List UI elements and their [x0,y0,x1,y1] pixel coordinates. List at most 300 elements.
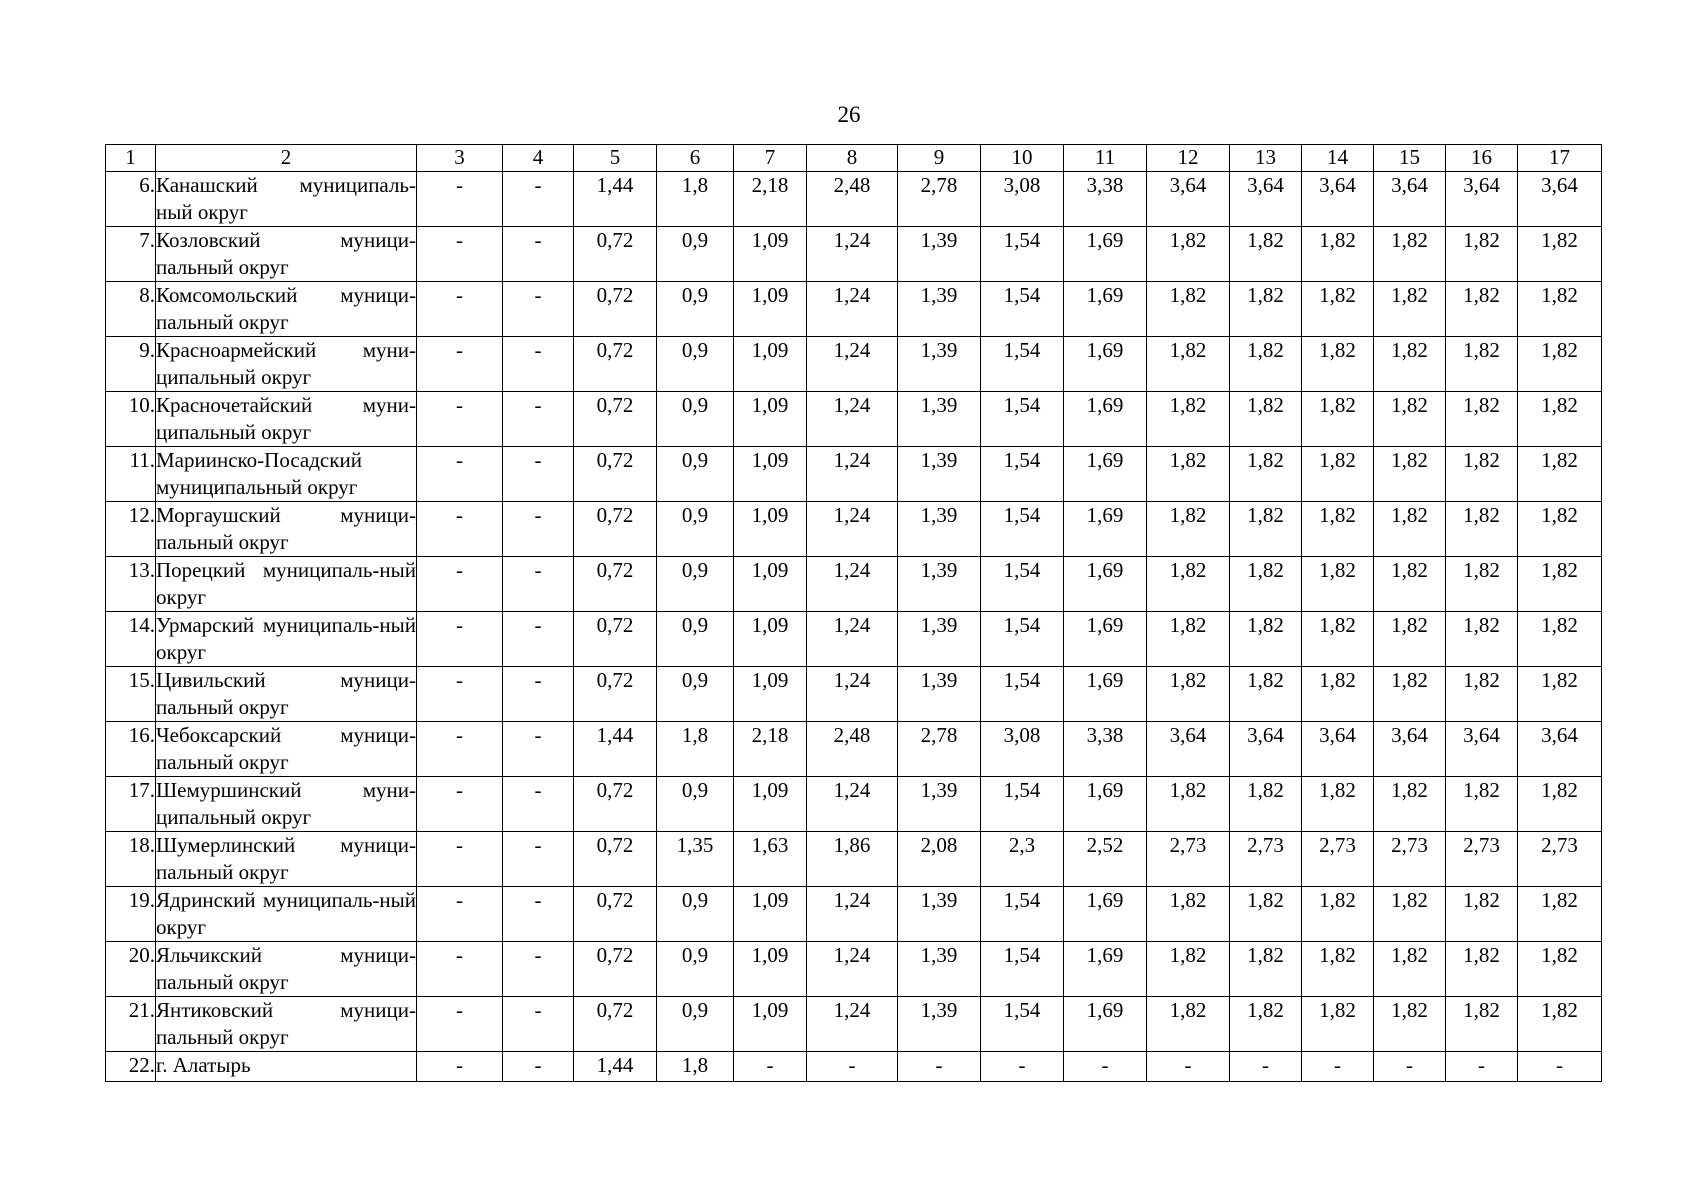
value-cell: 3,38 [1064,172,1147,227]
table-row [106,1052,1602,1082]
value-cell: 1,82 [1518,942,1602,997]
value-cell: 1,82 [1230,337,1302,392]
row-number: 12. [106,502,156,557]
value-cell: 2,73 [1446,832,1518,887]
row-number: 22. [106,1052,156,1082]
value-cell: 2,73 [1230,832,1302,887]
value-cell: 1,82 [1147,777,1230,832]
value-cell: 1,54 [981,942,1064,997]
value-cell: 1,69 [1064,777,1147,832]
value-cell: 1,82 [1518,392,1602,447]
value-cell: 2,73 [1518,832,1602,887]
value-cell: - [1064,1052,1147,1082]
value-cell: 3,64 [1302,172,1374,227]
table-row [106,502,1602,557]
value-cell: 1,82 [1147,887,1230,942]
value-cell: - [417,557,503,612]
value-cell: 1,82 [1518,612,1602,667]
value-cell: 1,69 [1064,447,1147,502]
value-cell: 3,08 [981,722,1064,777]
value-cell: - [417,227,503,282]
value-cell: 3,64 [1518,722,1602,777]
value-cell: 1,69 [1064,887,1147,942]
value-cell: 2,18 [734,172,807,227]
value-cell: 0,72 [574,667,657,722]
municipality-name: Красноармейский муни-ципальный округ [156,337,417,392]
value-cell: 1,82 [1446,997,1518,1052]
column-header: 16 [1446,145,1518,172]
value-cell: 1,82 [1230,667,1302,722]
value-cell: - [503,777,574,832]
value-cell: 1,44 [574,1052,657,1082]
value-cell: 3,64 [1230,172,1302,227]
value-cell: 2,08 [898,832,981,887]
value-cell: 1,82 [1230,887,1302,942]
value-cell: 1,54 [981,502,1064,557]
column-header: 14 [1302,145,1374,172]
value-cell: 1,39 [898,392,981,447]
table-row [106,777,1602,832]
municipality-name: Шумерлинский муници-пальный округ [156,832,417,887]
value-cell: - [503,997,574,1052]
value-cell: 1,82 [1518,227,1602,282]
value-cell: 2,18 [734,722,807,777]
value-cell: 1,82 [1374,942,1446,997]
value-cell: 1,69 [1064,997,1147,1052]
value-cell: 0,72 [574,887,657,942]
value-cell: - [417,392,503,447]
value-cell: 0,9 [657,282,734,337]
value-cell: 1,39 [898,447,981,502]
value-cell: 1,09 [734,392,807,447]
value-cell: 1,82 [1230,447,1302,502]
value-cell: 1,82 [1374,502,1446,557]
value-cell: 1,39 [898,227,981,282]
value-cell: 1,82 [1302,777,1374,832]
municipality-name: Канашский муниципаль-ный округ [156,172,417,227]
value-cell: - [417,832,503,887]
value-cell: - [807,1052,898,1082]
value-cell: 1,82 [1518,557,1602,612]
value-cell: 0,72 [574,392,657,447]
value-cell: 1,39 [898,997,981,1052]
value-cell: - [503,282,574,337]
row-number: 19. [106,887,156,942]
value-cell: 3,64 [1446,722,1518,777]
value-cell: 1,69 [1064,227,1147,282]
value-cell: 1,09 [734,777,807,832]
value-cell: 3,64 [1147,722,1230,777]
page-number: 26 [837,102,861,127]
value-cell: - [503,557,574,612]
value-cell: 1,82 [1147,282,1230,337]
value-cell: 1,82 [1302,392,1374,447]
value-cell: 1,82 [1302,447,1374,502]
value-cell: 1,82 [1302,557,1374,612]
value-cell: 0,72 [574,777,657,832]
value-cell: 1,24 [807,887,898,942]
value-cell: 1,82 [1147,392,1230,447]
value-cell: - [503,502,574,557]
value-cell: - [417,337,503,392]
value-cell: 1,44 [574,722,657,777]
column-header: 9 [898,145,981,172]
value-cell: 2,48 [807,722,898,777]
value-cell: 1,24 [807,942,898,997]
value-cell: 1,82 [1446,337,1518,392]
row-number: 21. [106,997,156,1052]
value-cell: 1,24 [807,447,898,502]
value-cell: 1,82 [1518,282,1602,337]
value-cell: 1,82 [1302,887,1374,942]
value-cell: 1,82 [1374,667,1446,722]
value-cell: 1,24 [807,997,898,1052]
value-cell: 0,9 [657,612,734,667]
value-cell: 0,9 [657,557,734,612]
value-cell: 1,82 [1374,887,1446,942]
value-cell: 1,54 [981,337,1064,392]
municipality-name: Урмарский муниципаль-ный округ [156,612,417,667]
value-cell: 1,54 [981,557,1064,612]
value-cell: - [417,887,503,942]
municipality-name: Порецкий муниципаль-ный округ [156,557,417,612]
value-cell: 1,82 [1374,282,1446,337]
row-number: 8. [106,282,156,337]
table-row [106,612,1602,667]
value-cell: 1,82 [1230,557,1302,612]
municipality-name: Ядринский муниципаль-ный округ [156,887,417,942]
value-cell: - [417,777,503,832]
row-number: 6. [106,172,156,227]
value-cell: 1,24 [807,667,898,722]
value-cell: - [503,227,574,282]
value-cell: 1,82 [1147,612,1230,667]
value-cell: - [503,887,574,942]
value-cell: 1,82 [1374,337,1446,392]
value-cell: 1,09 [734,667,807,722]
table-row [106,337,1602,392]
value-cell: 3,64 [1446,172,1518,227]
value-cell: 1,82 [1230,997,1302,1052]
value-cell: - [1302,1052,1374,1082]
value-cell: - [417,997,503,1052]
value-cell: 1,39 [898,667,981,722]
value-cell: 1,82 [1147,447,1230,502]
value-cell: 0,9 [657,667,734,722]
value-cell: 0,72 [574,832,657,887]
value-cell: 1,24 [807,392,898,447]
value-cell: 1,39 [898,612,981,667]
value-cell: - [503,722,574,777]
table-row [106,282,1602,337]
value-cell: - [1374,1052,1446,1082]
value-cell: - [417,172,503,227]
value-cell: - [417,667,503,722]
row-number: 17. [106,777,156,832]
value-cell: - [417,502,503,557]
value-cell: 1,8 [657,722,734,777]
value-cell: - [1518,1052,1602,1082]
value-cell: 0,72 [574,502,657,557]
value-cell: 0,9 [657,227,734,282]
value-cell: 1,35 [657,832,734,887]
municipality-name: Моргаушский муници-пальный округ [156,502,417,557]
row-number: 9. [106,337,156,392]
table-row [106,722,1602,777]
value-cell: 1,82 [1230,502,1302,557]
value-cell: 1,54 [981,612,1064,667]
value-cell: 1,8 [657,172,734,227]
value-cell: 2,73 [1147,832,1230,887]
value-cell: 1,82 [1518,667,1602,722]
value-cell: 1,82 [1446,502,1518,557]
column-header: 8 [807,145,898,172]
value-cell: - [417,447,503,502]
table-row [106,172,1602,227]
value-cell: 1,82 [1230,227,1302,282]
value-cell: 2,78 [898,722,981,777]
row-number: 7. [106,227,156,282]
value-cell: 1,82 [1518,997,1602,1052]
value-cell: 1,82 [1302,282,1374,337]
value-cell: 0,9 [657,777,734,832]
value-cell: 1,69 [1064,392,1147,447]
value-cell: 1,24 [807,612,898,667]
value-cell: - [503,1052,574,1082]
value-cell: 1,82 [1302,502,1374,557]
row-number: 11. [106,447,156,502]
value-cell: 1,82 [1518,447,1602,502]
value-cell: 1,82 [1446,612,1518,667]
value-cell: - [1147,1052,1230,1082]
value-cell: - [503,447,574,502]
value-cell: 1,82 [1147,667,1230,722]
column-header: 15 [1374,145,1446,172]
value-cell: 3,64 [1374,722,1446,777]
table-row [106,667,1602,722]
municipality-name: Мариинско-Посадский муниципальный округ [156,447,417,502]
value-cell: 0,72 [574,447,657,502]
value-cell: 1,09 [734,612,807,667]
value-cell: 1,82 [1230,777,1302,832]
value-cell: - [417,942,503,997]
value-cell: 1,82 [1446,282,1518,337]
row-number: 14. [106,612,156,667]
municipality-name: Яльчикский муници-пальный округ [156,942,417,997]
value-cell: 1,82 [1446,942,1518,997]
value-cell: 3,64 [1147,172,1230,227]
value-cell: 3,64 [1518,172,1602,227]
value-cell: 1,82 [1147,997,1230,1052]
value-cell: 1,39 [898,887,981,942]
value-cell: 1,82 [1374,612,1446,667]
value-cell: 1,82 [1518,887,1602,942]
value-cell: 3,08 [981,172,1064,227]
value-cell: 1,82 [1230,942,1302,997]
value-cell: 1,69 [1064,612,1147,667]
value-cell: 1,24 [807,227,898,282]
value-cell: 0,9 [657,942,734,997]
data-table [105,144,1602,1082]
header-row [106,145,1602,172]
value-cell: - [503,942,574,997]
row-number: 15. [106,667,156,722]
value-cell: 0,9 [657,392,734,447]
value-cell: 0,9 [657,887,734,942]
column-header: 12 [1147,145,1230,172]
value-cell: 2,48 [807,172,898,227]
value-cell: 1,82 [1302,612,1374,667]
value-cell: 1,54 [981,392,1064,447]
value-cell: 0,72 [574,557,657,612]
value-cell: 3,64 [1230,722,1302,777]
table-row [106,832,1602,887]
value-cell: 1,82 [1446,392,1518,447]
row-number: 16. [106,722,156,777]
value-cell: 0,72 [574,337,657,392]
municipality-name: Красночетайский муни-ципальный округ [156,392,417,447]
value-cell: 1,69 [1064,557,1147,612]
value-cell: 1,54 [981,227,1064,282]
value-cell: 2,52 [1064,832,1147,887]
table-body [106,172,1602,1082]
value-cell: 1,54 [981,887,1064,942]
value-cell: 1,82 [1374,997,1446,1052]
value-cell: 1,24 [807,502,898,557]
value-cell: 1,39 [898,502,981,557]
value-cell: 1,82 [1518,777,1602,832]
value-cell: - [1446,1052,1518,1082]
value-cell: 1,82 [1374,447,1446,502]
column-header: 17 [1518,145,1602,172]
value-cell: 1,09 [734,447,807,502]
municipality-name: Комсомольский муници-пальный округ [156,282,417,337]
value-cell: 0,72 [574,282,657,337]
value-cell: - [503,337,574,392]
column-header: 5 [574,145,657,172]
value-cell: 1,82 [1446,227,1518,282]
value-cell: 1,82 [1446,777,1518,832]
value-cell: 1,39 [898,777,981,832]
column-header: 7 [734,145,807,172]
value-cell: 1,82 [1446,887,1518,942]
municipality-name: г. Алатырь [156,1052,417,1082]
value-cell: 2,73 [1374,832,1446,887]
value-cell: 2,78 [898,172,981,227]
value-cell: 1,69 [1064,282,1147,337]
table-row [106,887,1602,942]
value-cell: 1,39 [898,282,981,337]
value-cell: - [981,1052,1064,1082]
value-cell: 1,69 [1064,337,1147,392]
column-header: 6 [657,145,734,172]
column-header: 1 [106,145,156,172]
value-cell: 1,82 [1518,337,1602,392]
value-cell: 1,09 [734,942,807,997]
value-cell: 1,09 [734,502,807,557]
value-cell: 1,82 [1518,502,1602,557]
value-cell: 0,72 [574,942,657,997]
value-cell: 1,54 [981,447,1064,502]
column-header: 13 [1230,145,1302,172]
value-cell: 1,82 [1302,227,1374,282]
table-row [106,447,1602,502]
value-cell: 1,44 [574,172,657,227]
value-cell: 3,64 [1302,722,1374,777]
value-cell: 1,63 [734,832,807,887]
value-cell: - [417,722,503,777]
value-cell: 1,24 [807,337,898,392]
value-cell: - [503,612,574,667]
column-header: 3 [417,145,503,172]
column-header: 10 [981,145,1064,172]
row-number: 18. [106,832,156,887]
value-cell: 1,39 [898,337,981,392]
value-cell: - [417,612,503,667]
row-number: 20. [106,942,156,997]
value-cell: 1,82 [1147,227,1230,282]
row-number: 13. [106,557,156,612]
value-cell: - [417,1052,503,1082]
value-cell: 1,82 [1302,997,1374,1052]
table-row [106,997,1602,1052]
value-cell: 1,09 [734,282,807,337]
value-cell: 2,73 [1302,832,1374,887]
column-header: 11 [1064,145,1147,172]
column-header: 2 [156,145,417,172]
value-cell: 1,39 [898,557,981,612]
value-cell: 1,82 [1374,392,1446,447]
value-cell: 1,82 [1230,612,1302,667]
value-cell: 0,72 [574,612,657,667]
value-cell: 1,54 [981,777,1064,832]
value-cell: - [417,282,503,337]
value-cell: - [503,667,574,722]
value-cell: 1,24 [807,282,898,337]
value-cell: 1,39 [898,942,981,997]
value-cell: 1,82 [1374,557,1446,612]
value-cell: 1,69 [1064,502,1147,557]
municipality-name: Цивильский муници-пальный округ [156,667,417,722]
column-header: 4 [503,145,574,172]
value-cell: 1,54 [981,282,1064,337]
municipality-name: Козловский муници-пальный округ [156,227,417,282]
value-cell: 1,86 [807,832,898,887]
value-cell: 1,82 [1147,337,1230,392]
value-cell: 3,64 [1374,172,1446,227]
table-row [106,942,1602,997]
value-cell: 1,54 [981,667,1064,722]
value-cell: 1,09 [734,997,807,1052]
table-row [106,392,1602,447]
municipality-name: Шемуршинский муни-ципальный округ [156,777,417,832]
value-cell: 1,69 [1064,942,1147,997]
value-cell: 1,82 [1374,227,1446,282]
value-cell: 3,38 [1064,722,1147,777]
value-cell: 1,82 [1446,447,1518,502]
value-cell: 0,9 [657,502,734,557]
value-cell: - [1230,1052,1302,1082]
value-cell: 2,3 [981,832,1064,887]
table-row [106,227,1602,282]
value-cell: 0,72 [574,997,657,1052]
value-cell: 1,82 [1302,667,1374,722]
value-cell: 1,82 [1446,557,1518,612]
value-cell: 1,54 [981,997,1064,1052]
value-cell: 1,09 [734,227,807,282]
value-cell: 0,9 [657,337,734,392]
value-cell: 1,82 [1147,557,1230,612]
